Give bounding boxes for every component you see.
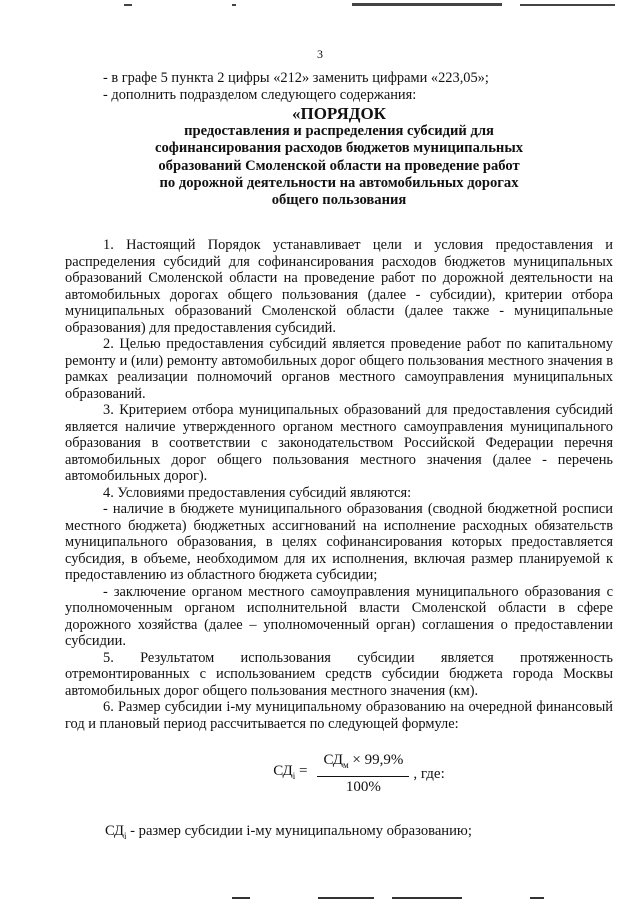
document-body [65,70,613,845]
scan-artifact [530,897,544,899]
definition-subscript: i [123,831,127,842]
scan-artifact [232,4,236,6]
heading-line: по дорожной деятельности на автомобильных дорогах [159,174,519,191]
formula-denominator: 100% [345,778,381,795]
intro-line: - дополнить подразделом следующего содержания: [103,86,417,103]
page-number: 3 [317,47,323,61]
formula-lhs: $СД_i$ = [273,763,308,782]
scan-artifact [352,3,502,6]
paragraph: 4. Условиями предоставления субсидий являются: [103,484,412,501]
formula-lhs-subscript: i [292,771,296,782]
formula-numerator [317,752,409,777]
formula-fraction [317,752,409,795]
section-heading [65,104,613,209]
paragraph: 1. Настоящий Порядок устанавливает цели и условия предоставления и распределения субсидий для софинансирования расходов бюджетов муниципальных образований Смоленской области на проведение работ по дорожной деятельности на автомобильных дорогах общего пользования (далее - субсидии), критерии отбора муниципальных образований Смоленской области (далее также - муниципальные образования) для предоставления субсидий. [65,237,613,336]
heading-line: общего пользования [271,192,407,209]
heading-title: «ПОРЯДОК [291,104,386,123]
formula-lhs-symbol: СД [273,763,293,780]
heading-line: софинансирования расходов бюджетов муниципальных [154,140,524,157]
scan-artifact [232,897,250,899]
heading-line: образований Смоленской области на проведение работ [158,157,520,174]
formula-suffix: , где: [413,765,445,782]
scan-artifact [392,897,462,899]
formula-definition [65,823,613,844]
paragraph: 2. Целью предоставления субсидий является проведение работ по капитальному ремонту и (или) ремонту автомобильных дорог общего пользования местного значения в рамках реализации полномочий органов местного самоуправления муниципальных образований. [65,336,613,402]
numerator-symbol: СД [323,752,343,769]
heading-line: предоставления и распределения субсидий для [184,123,494,139]
numerator-rest: × 99,9% [348,752,404,769]
paragraph: 6. Размер субсидии i-му муниципальному образованию на очередной финансовый год и плановый период рассчитывается по следующей формуле: [65,699,613,732]
definition-term: СД [105,823,124,840]
paragraph: - наличие в бюджете муниципального образования (сводной бюджетной росписи местного бюджета) бюджетных ассигнований на исполнение расходных обязательств муниципального образования, в целях софинансирования которых предоставляется субсидия, в объеме, необходимом для их исполнения, включая размер планируемой к предоставлению из областного бюджета субсидии; [65,501,613,584]
scan-artifact [520,4,615,6]
subsidy-formula [105,752,613,795]
scan-artifact [124,4,132,6]
paragraph: - заключение органом местного самоуправления муниципального образования с уполномоченным органом исполнительной власти Смоленской области в сфере дорожного хозяйства (далее – уполномоченный орган) соглашения о предоставлении субсидии. [65,583,613,650]
paragraph: 5. Результатом использования субсидии является протяженность отремонтированных с использованием средств субсидии бюджета города Москвы автомобильных дорог общего пользования местного значения (км). [65,649,613,699]
paragraph: 3. Критерием отбора муниципальных образований для предоставления субсидий является наличие утвержденного органом местного самоуправления муниципального образования в соответствии с законодательством Российской Федерации перечня автомобильных дорог общего пользования местного значения (далее - перечень автомобильных дорог). [65,402,613,485]
intro-line: - в графе 5 пункта 2 цифры «212» заменить цифрами «223,05»; [103,70,489,86]
scan-artifact [318,897,374,899]
definition-text: - размер субсидии i-му муниципальному образованию; [126,823,472,840]
numerator-subscript: м [342,760,349,771]
